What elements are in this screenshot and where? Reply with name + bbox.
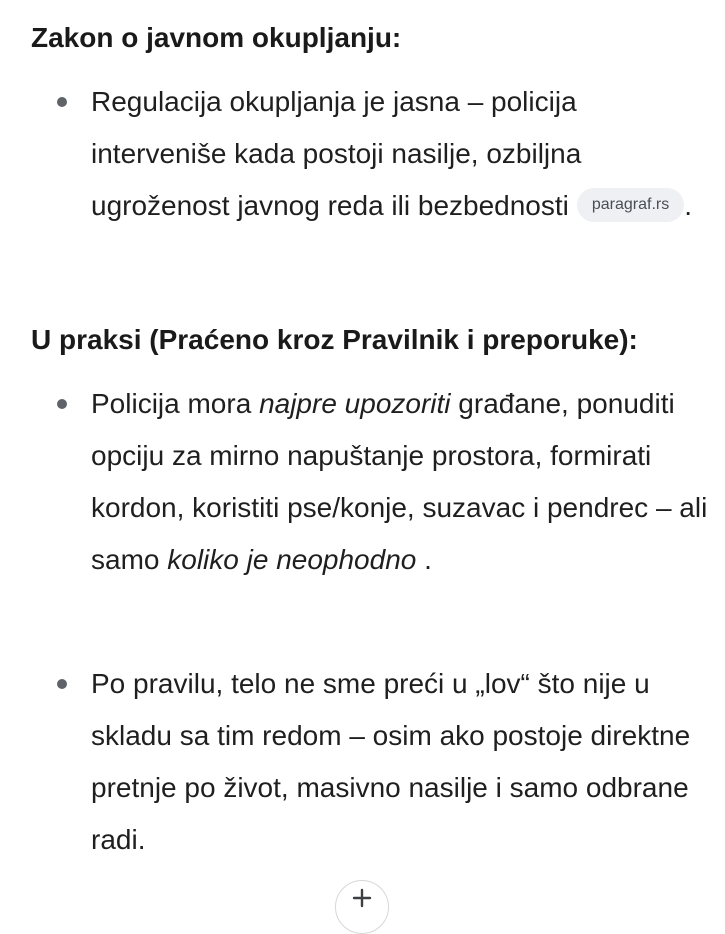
- list-item-emphasis: koliko je neophodno: [167, 544, 417, 575]
- list-item: [91, 658, 711, 866]
- bullet-icon: [57, 399, 67, 409]
- plus-icon: [350, 886, 374, 910]
- section-heading-law: Zakon o javnom okupljanju:: [31, 22, 402, 53]
- section-heading-practice: U praksi (Praćeno kroz Pravilnik i preporuke):: [31, 324, 638, 355]
- bullet-icon: [57, 97, 67, 107]
- list-item: [91, 378, 711, 586]
- list-item-punctuation: .: [684, 190, 693, 221]
- list-item-text: Policija mora: [91, 388, 260, 419]
- source-chip[interactable]: paragraf.rs: [577, 188, 684, 222]
- list-item-emphasis: najpre upozoriti: [259, 388, 451, 419]
- list-item-text: Regulacija okupljanja je jasna – policija interveniše kada postoji nasilje, ozbiljna ugroženost javnog reda ili bezbednosti: [91, 86, 582, 221]
- list-item: [91, 76, 711, 232]
- list-item-text: Po pravilu, telo ne sme preći u „lov“ što nije u skladu sa tim redom – osim ako postoje direktne pretnje po život, masivno nasilje i samo odbrane radi.: [91, 668, 691, 855]
- list-item-text: građane, ponuditi opciju za mirno napuštanje prostora, formirati kordon, koristiti pse/konje, suzavac i pendrec – ali samo: [91, 388, 708, 575]
- add-button[interactable]: [335, 880, 389, 934]
- list-item-text: .: [416, 544, 432, 575]
- bullet-icon: [57, 679, 67, 689]
